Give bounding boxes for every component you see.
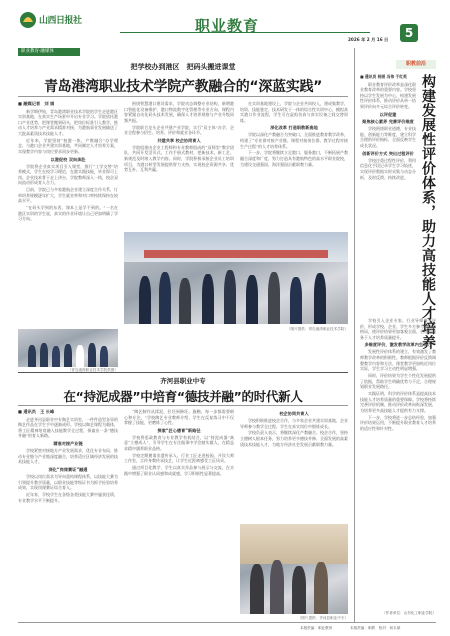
newspaper-logo <box>18 8 84 32</box>
main-body-col3: 在实训基地建设上，学院与企业共同投入，建成集教学、培训、技能鉴定、技术研发于一体的综合性实训中心，模拟真实港口作业流程，学生可在虚拟仿真与真实设备之间交替训练。 深化改革 打造职教新高地 学院以深化产教融合为突破口，全面推进教育教学改革，构建了“专业群对接产业链、课程对接岗位群、教学过程对接生产过程”的人才培养体系。 下一步，学院将继续立足港口、服务港口，不断拓展产教融合深度和广度，努力打造具有港航特色的高水平职业院校，为建设交通强国、海洋强国贡献职教力量。 <box>240 101 348 167</box>
headline-rule <box>18 96 348 97</box>
logo-text: 山西日报社 <box>39 16 82 26</box>
footer-rule <box>18 622 436 623</box>
masthead <box>0 0 450 44</box>
sidebar-subhead-1: 以评促建 <box>379 111 397 117</box>
second-byline: ■ 通讯员 王 长峰 <box>18 409 55 414</box>
second-headline: 在“持泥成器”中培育“德技并融”的时代新人 <box>63 389 303 404</box>
second-subhead-3: 探索“匠心德育”新路径 <box>157 427 201 433</box>
sidebar-body: ■ 通讯员 杨丽 冯伟 于红英 职业教育评价改革是深化职业教育改革的重要内容。学校坚持以学生发展为中心，构建发展性评价体系，推动评价从单一结果评价向多元综合评价转变。 以评促建 聚焦核心素养 完善评价维度 学校围绕职业道德、专业技能、创新能力等维度，建立科学合理的评价指标，全面反映学生成长状况。 创新评价方式 突出过程评价 学校注重过程性评价，利用信息化手段记录学生学习轨迹，实现评价数据实时采集与动态分析，及时反馈、持续改进。 <box>360 74 416 180</box>
second-subhead-1: 精准对接产业链 <box>53 440 83 446</box>
second-body-col1: ■ 通讯员 王 长峰 走进齐河县职业中专陶艺实训室，一件件造型各异的陶艺作品在学生手中逐渐成形。学校以陶艺课程为载体，将工匠精神培育融入技能教学全过程，探索出一条“德技并融”的育人新路。 精准对接产业链 学校紧密对接地方产业发展需求，优化专业布局，推动专业链与产业链深度融合，培养适应区域经济发展的技术技能人才。 深化“岗课赛证”融通 学校以岗位需求为导向重构课程体系，以技能大赛为引领提升教学质量，以职业技能等级证书为抓手检验培养成效，实现岗课赛证综合育人。 近年来，学校学生在各级各类技能大赛中屡获佳绩，专业教学水平不断提升。 <box>18 409 118 503</box>
main-headline: 青岛港湾职业技术学院产教融合的“深蓝实践” <box>43 79 323 95</box>
second-kicker: 齐河县职业中专 <box>160 377 206 385</box>
footer-left: 本版责编：职业教育 <box>300 626 333 630</box>
second-subhead-2: 深化“岗课赛证”融通 <box>48 466 88 472</box>
header-date: 2026 年 2 月 16 日 <box>348 37 389 42</box>
second-body-col3: 校企协同共育人 学校积极推进校企合作，与多家企业共建实训基地，企业导师参与教学全过程，学生在真实岗位中锻炼成长。 学校负责人表示，将继续深化产教融合、校企合作，坚持立德树人根本任务，努力培养更多德技并修、全面发展的高素质技术技能人才，为地方经济社会发展贡献职教力量。 <box>240 411 348 447</box>
main-subhead-1: 以港促校 双向奔赴 <box>50 156 86 162</box>
article-divider <box>18 372 348 373</box>
sidebar-byline: ■ 通讯员 杨丽 冯伟 于红英 <box>360 74 407 79</box>
main-subhead-2: 共建共享 校企协同育人 <box>157 137 201 143</box>
second-subhead-4: 校企协同共育人 <box>279 411 309 416</box>
sidebar-subhead-3: 创新评价方式 突出过程评价 <box>362 150 414 156</box>
main-body-col2: 围绕智慧港口建设需求，学院动态调整专业结构，新增港口智能化设备维护、港口物流数字化管理等专业方向，课程内容紧跟自动化码头技术发展，确保人才培养规格与产业升级同频共振。 学院联合龙头企业共建产业学院，实行“双主体”办学，企业全程参与招生、培养、评价和就业各环节。 共建共享 校企协同育人 学院组建由企业工程师和专业教师组成的“双师型”教学团队，共同开发活页式、工作手册式教材，把新技术、新工艺、新规范及时纳入教学内容。同时，学院积极承接企业员工培训项目，为港口转型发展提供智力支持，实现校企资源共享、优势互补、互利共赢。 <box>124 101 234 173</box>
main-byline: ■ 融媒记者 刘 娟 <box>18 101 55 106</box>
sidebar-body-lower: 学校引入企业专家、行业导师参与评价，形成学校、企业、学生多方参与的评价格局，使评价结果更加客观全面，更好地服务于人才培养质量提升。 多维度评价，激发教学改革内生动力 发展性评价体系的建立，有效激发了教师教学改革的积极性。教师根据评价反馈调整教学内容和方法，课堂教学更加贴近岗位实际，学生学习主动性明显增强。 同时，评价结果为学生个性化发展提供了依据，帮助学生明确优势与不足，合理规划职业发展路径。 实践证明，科学的评价体系是提高技术技能人才培养质量的重要保障。学校将持续完善评价机制，推动评价改革向纵深发展，为培养更多高技能人才提供有力支撑。 下一步，学校将进一步总结经验，加强评价结果运用，不断提升职业教育人才培养的适应性和针对性。 <box>360 318 436 431</box>
sidebar-author-note: （作者单位：山东化工职业学院） <box>382 611 436 615</box>
main-photo-2 <box>124 232 348 324</box>
main-subhead-3: 深化改革 打造职教新高地 <box>270 125 318 131</box>
second-headline-rule <box>18 405 348 406</box>
sidebar-divider <box>354 48 355 622</box>
section-title: 职业教育 <box>195 17 260 35</box>
main-photo-2-caption: （图片提供：青岛港湾职业技术学院） <box>286 327 348 331</box>
sidebar-subhead-2: 聚焦核心素养 完善评价维度 <box>362 119 414 125</box>
main-body-col1: ■ 融媒记者 刘 娟 新学期伊始，青岛港湾职业技术学院的学生走进港区实训基地，在真实生产场景中开启专业学习。学院依托港口产业优势，把课堂搬到码头，把岗位标准引入教学，推动人才培养与产业需求精准对接，为港航事业发展输送了大批高素质技术技能人才。 近年来，学院坚持“校港一体、产教融合”办学理念，与港口企业共建实训基地，共同制定人才培养方案，实现教学内容与岗位要求同步更新。 以港促校 双向奔赴 学院将企业真实项目引入课堂，推行“工学交替”培养模式，学生在校学习理论，在港实践技能，毕业即可上岗。企业技术骨干走上讲台，学院教师深入一线，校企双向流动形成育人合力。 目前，学院已与多家港航企业建立深度合作关系，订单培养规模逐年扩大，学生就业率和对口率持续保持在较高水平。 “在码头学到的东西，课本上是学不到的。”一名在港区实训的学生说，真实的作业环境让自己更加明确了学习方向。 <box>18 101 118 222</box>
sidebar-tag <box>396 60 436 69</box>
second-photo-caption: （图片提供：齐河县职业中专） <box>297 616 348 620</box>
sidebar-tag-label: 职教前沿 <box>405 61 426 67</box>
second-photo <box>240 524 348 614</box>
footer-right: 本版责编：职教 校对：何永斌 <box>350 626 401 630</box>
second-body-col2: “陶艺制作从揉泥、拉坯到修坯、施釉，每一步都需要耐心和专注。”学校陶艺专业教师介绍，学生在反复练习中不仅掌握了技能，更磨炼了心性。 探索“匠心德育”新路径 学校将思政教育与专业教学有机结合，以“持泥成器”寓意“立德成人”，引导学生在专注做事中学会踏实做人，在精益求精中涵养职业品格。 学校定期邀请非遗传承人、行业工匠走进校园，开设大师工作室，言传身教传承技艺，让学生近距离感受工匠风采。 通过项目化教学，学生以真实作品参与展示与交流，在实践中增强了职业认同感和成就感，学习积极性显著提高。 <box>124 409 234 476</box>
section-bar-label: 职业教育·融媒体 <box>21 49 54 54</box>
section-bar <box>18 48 80 56</box>
sidebar-headline: 构建发展性评价体系，助力高技能人才培养 <box>420 74 436 350</box>
main-photo-1 <box>18 329 118 367</box>
page-number-badge <box>400 24 418 42</box>
page-number: 5 <box>404 26 414 40</box>
sidebar-subhead-4: 多维度评价，激发教学改革内生动力 <box>364 342 432 348</box>
main-kicker: 把学校办到港区 把码头搬进课堂 <box>130 62 236 71</box>
main-photo-1-caption: （青岛港湾职业技术学院供图） <box>67 368 118 372</box>
